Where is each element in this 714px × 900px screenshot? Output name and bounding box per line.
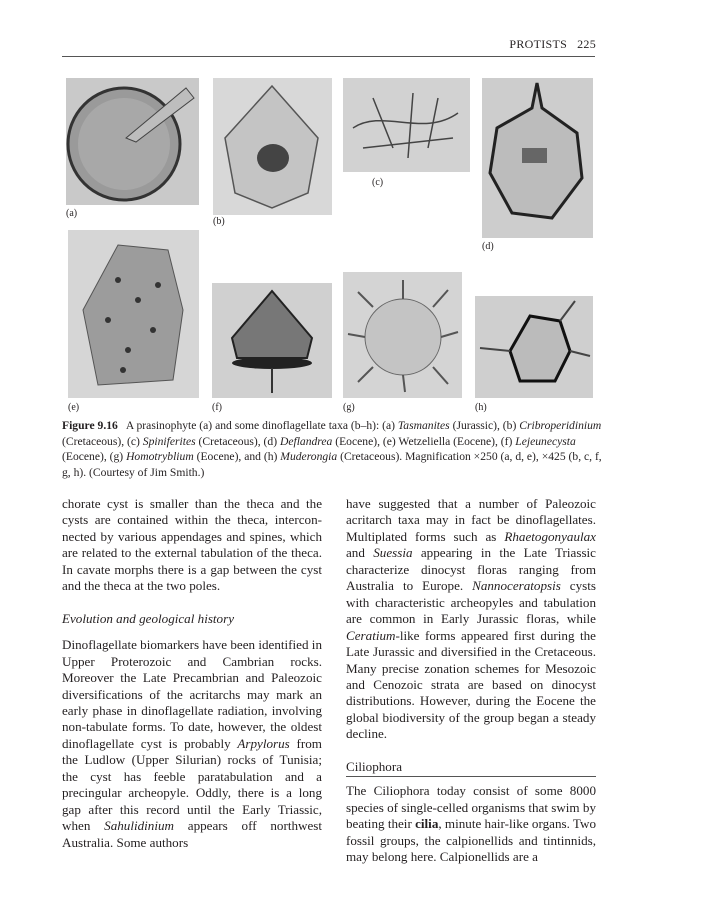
figure-caption [62,418,605,480]
left-text-column [62,496,326,851]
text-run: Figure 9.16 [62,419,118,432]
text-run: (Jurassic), (b) [449,419,520,432]
section-heading [62,611,322,627]
figure-panel-a [66,78,199,205]
text-run: -like forms appeared first during the Late Jurassic and diversified in the Cretaceous. Many precise zonation schemes for Mesozoic and Cenozoic strata are based on dinocyst distributions. However, during the Eocene the global biodiversity of the group began a steady decline. [346,627,600,742]
text-run: Spiniferites [142,434,196,448]
text-run: Lejeunecysta [515,434,576,448]
section-title: PROTISTS [509,37,568,51]
text-run: Arpylorus [237,735,290,751]
text-run: Ceratium [346,627,396,643]
section-heading [346,759,596,777]
text-run: , minute hair-like organs. Two fossil groups, the calpionellids and tintinnids, may belong here. Calpionellids are a [346,816,600,865]
text-run: have suggested that a number of Paleozoic acritarch taxa may in fact be dinoflagellates. Multiplated forms such as [346,496,600,544]
panel-label-d: (d) [482,241,494,252]
text-run: Evolution and geological history [62,610,235,626]
text-run: Tasmanites [397,419,450,432]
text-run: (Cretaceous). Magnification ×250 (a, d, e), ×425 (b, c, f, g, h). (Courtesy of Jim Smith.) [62,450,605,479]
text-run: (Eocene), and (h) [193,450,281,464]
paragraph [62,637,326,851]
text-run: and [346,528,600,561]
text-run: (Cretaceous), (d) [195,434,280,448]
figure-panel-b [213,78,332,215]
text-run: Nannoceratopsis [472,578,561,594]
text-run: appearing in the Late Triassic characterize dinocyst floras ranging from Australia to Europe. [346,545,600,594]
text-run: Rhaetogonyaulax [504,528,596,544]
text-run: A prasinophyte (a) and some dinoflagellate taxa (b–h): (a) [117,419,398,432]
text-run: Sahulidinium [104,818,174,834]
text-run: (Cretaceous), (c) [62,419,605,448]
paragraph [346,783,600,865]
paragraph [62,496,326,595]
text-run: (Eocene), (e) Wetzeliella (Eocene), (f) [332,434,516,448]
text-run: Deflandrea [279,434,333,448]
figure-panel-h [475,296,593,398]
text-run: appears off northwest Australia. Some authors [62,818,325,850]
right-text-column [346,496,600,866]
panel-label-c: (c) [372,177,384,188]
text-run: The Ciliophora today consist of some 8000 species of single-celled organisms that swim by beating their [346,783,600,832]
text-run: from the Ludlow (Upper Silurian) rocks of Tunisia; the cyst has feeble paratabulation and a precingular archeopyle. Oddly, there is a long gap after this record until the Early Triassic, when [62,735,326,834]
text-run: cysts with characteristic archeopyles and tabulation are common in Early Jurassic floras, while [346,578,600,627]
figure-panel-d [482,78,593,238]
text-run: Ciliophora [346,758,403,774]
text-run: Dinoflagellate biomarkers have been identified in Upper Proterozoic and Cambrian rocks. Moreover the Late Precambrian and Paleozoic diversifications of the acritarchs may mark an early phase in dinoflagellate radiation, involving non-tabulate forms. To date, however, the oldest dinoflagellate cyst is probably [62,637,326,751]
panel-label-b: (b) [213,216,225,227]
running-header [499,37,596,52]
figure-panel-c [343,78,470,172]
panel-label-h: (h) [475,402,487,413]
text-run: chorate cyst is smaller than the theca and the cysts are contained within the theca, interconnected by various appendages and spines, which are related to the external tabulation of the theca. In cavate morphs there is a gap between the cyst and the theca at the two poles. [62,496,326,594]
panel-label-e: (e) [68,402,80,413]
figure-panel-f [212,283,332,398]
text-run: Muderongia [280,450,338,464]
panel-label-f: (f) [212,402,222,413]
text-run: (Eocene), (g) [62,434,579,464]
panel-label-a: (a) [66,208,78,219]
page-number: 225 [577,37,596,51]
text-run: Cribroperidinium [519,419,602,432]
figure-panel-e [68,230,199,398]
text-run: Homotryblium [126,450,194,464]
text-run: cilia [415,816,439,832]
figure-panel-g [343,272,462,398]
text-run: Suessia [373,545,413,561]
header-rule [62,56,595,57]
paragraph [346,496,600,743]
panel-label-g: (g) [343,402,355,413]
